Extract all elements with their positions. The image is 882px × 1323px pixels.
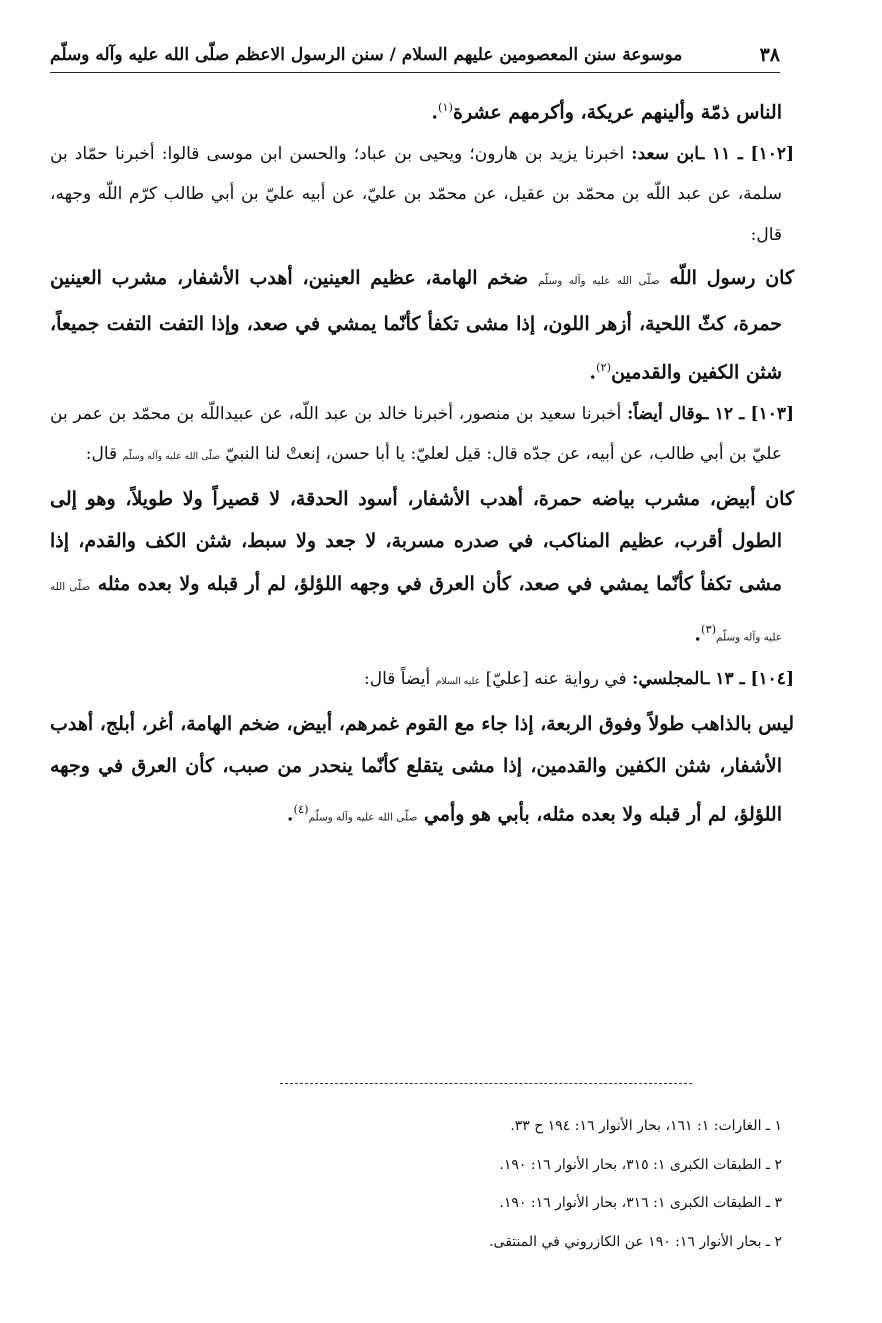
page-number: ٣٨: [759, 44, 780, 66]
hadith-text-body: ليس بالذاهب طولاً وفوق الربعة، إذا جاء مع القوم غمرهم، أبيض، ضخم الهامة، أغر، أبلج، أهدب الأشفار، شثن الكفين والقدمين، إذا مشى يتقلع كأنّما ينحدر من صبب، كأن العرق في وجهه اللؤلؤ، لم أر قبله ولا بعده مثله، بأبي هو وأمي: [49, 712, 794, 826]
hadith-text-body: كان رسول اللّه: [669, 267, 794, 290]
hadith-text: [50, 257, 794, 393]
footnote-ref: (٤): [293, 801, 309, 816]
hadith-text: [49, 703, 794, 839]
footnote: ١ ـ الغارات: ١: ١٦١، بحار الأنوار ١٦: ١٩٤ ح ٣٣.: [510, 1118, 782, 1134]
footnote-ref: (٢): [596, 359, 612, 374]
hadith-chain: [١٠٢] ـ ١١ ـابن سعد: اخبرنا يزيد بن هارون؛ ويحيى بن عباد؛ والحسن ابن موسى قالوا: أخبرنا حمّاد بن سلمة، عن عبد اللّه بن محمّد بن عقيل، عن محمّد بن عليّ، عن أبيه عليّ بن أبي طالب كرّم اللّه وجهه، قال:: [50, 143, 795, 245]
hadith-text-body: الناس ذمّة وألينهم عريكة، وأكرمهم عشرة: [452, 101, 782, 124]
running-title: موسوعة سنن المعصومين عليهم السلام / سنن الرسول الاعظم صلّى الله عليه وآله وسلّم: [50, 45, 683, 65]
footnote-ref: (١): [437, 100, 453, 114]
footnote: ٢ ـ بحار الأنوار ١٦: ١٩٠ عن الكازروني في المنتقى.: [489, 1233, 782, 1250]
hadith-text: [50, 86, 782, 134]
hadith-text: [50, 478, 794, 660]
running-header: [50, 38, 780, 73]
chain-text: أخبرنا سعيد بن منصور، أخبرنا خالد بن عبد اللّه، عن عبيداللّه بن محمّد بن عمر بن عليّ بن أبي طالب، عن أبيه، عن جدّه قال: قيل لعليّ: يا أبا حسن، إنعتْ لنا النبيّ: [50, 403, 782, 465]
footnote-ref: (٣): [701, 622, 717, 637]
footnotes: [282, 1107, 782, 1261]
salawat-glyph: صلّى الله عليه وآله وسلّم: [538, 275, 660, 288]
hadith-chain: [١٠٤] ـ ١٣ ـالمجلسي: في رواية عنه [عليّ] عليه السلام أيضاً قال:: [364, 669, 794, 690]
sequence-number: ١١: [712, 143, 731, 164]
footnote-separator: [280, 1083, 692, 1084]
hadith-number: [١٠٣]: [750, 403, 795, 424]
source-name: وقال أيضاً:: [627, 403, 704, 424]
chain-text-end: أيضاً قال:: [364, 669, 431, 690]
salawat-glyph: صلّى الله عليه وآله وسلّم: [50, 580, 782, 644]
hadith-number: [١٠٢]: [750, 143, 795, 164]
footnote: ٢ ـ الطبقات الكبرى ١: ٣١٥، بحار الأنوار ١٦: ١٩٠.: [499, 1156, 782, 1173]
source-name: ابن سعد:: [631, 143, 700, 164]
salawat-glyph: صلّى الله عليه وآله وسلّم: [308, 811, 418, 824]
sequence-number: ١٣: [715, 669, 734, 690]
chain-text-end: قال:: [85, 444, 118, 465]
hadith-end-mark: .: [589, 360, 597, 383]
salawat-glyph: عليه السلام: [435, 676, 481, 688]
salawat-glyph: صلّى الله عليه وآله وسلّم: [122, 451, 220, 463]
hadith-end-mark: .: [286, 803, 294, 826]
chain-text: اخبرنا يزيد بن هارون؛ ويحيى بن عباد؛ والحسن ابن موسى قالوا: أخبرنا حمّاد بن سلمة، عن عبد اللّه بن محمّد بن عقيل، عن محمّد بن عليّ، عن أبيه عليّ بن أبي طالب كرّم اللّه وجهه، قال:: [50, 143, 782, 245]
hadith-chain: [١٠٣] ـ ١٢ ـوقال أيضاً: أخبرنا سعيد بن منصور، أخبرنا خالد بن عبد اللّه، عن عبيداللّه بن محمّد بن عمر بن عليّ بن أبي طالب، عن أبيه، عن جدّه قال: قيل لعليّ: يا أبا حسن، إنعتْ لنا النبيّ صلّى الله عليه وآله وسلّم قال:: [50, 403, 795, 465]
hadith-end-mark: .: [431, 101, 438, 124]
sequence-number: ١٢: [714, 403, 733, 424]
page-body: [49, 86, 795, 839]
hadith-text-body: كان أبيض، مشرب بياضه حمرة، أهدب الأشفار، أسود الحدقة، لا قصيراً ولا طويلاً، وهو إلى الطول أقرب، عظيم المناكب، في صدره مسربة، لا جعد ولا سبط، شثن الكف والقدم، إذا مشى تكفأ كأنّما يمشي في صعد، كأن العرق في وجهه اللؤلؤ، لم أر قبله ولا بعده مثله: [50, 487, 794, 595]
hadith-number: [١٠٤]: [750, 669, 794, 690]
chain-text: في رواية عنه [عليّ]: [485, 669, 627, 690]
hadith-end-mark: .: [694, 623, 701, 646]
hadith-text-body: ضخم الهامة، عظيم العينين، أهدب الأشفار، مشرب العينين حمرة، كثّ اللحية، أزهر اللون، إذا مشى تكفأ كأنّما يمشي في صعد، وإذا التفت التفت جميعاً، شثن الكفين والقدمين: [50, 267, 782, 383]
source-name: المجلسي:: [632, 669, 705, 690]
footnote: ٣ ـ الطبقات الكبرى ١: ٣١٦، بحار الأنوار ١٦: ١٩٠.: [499, 1195, 782, 1211]
